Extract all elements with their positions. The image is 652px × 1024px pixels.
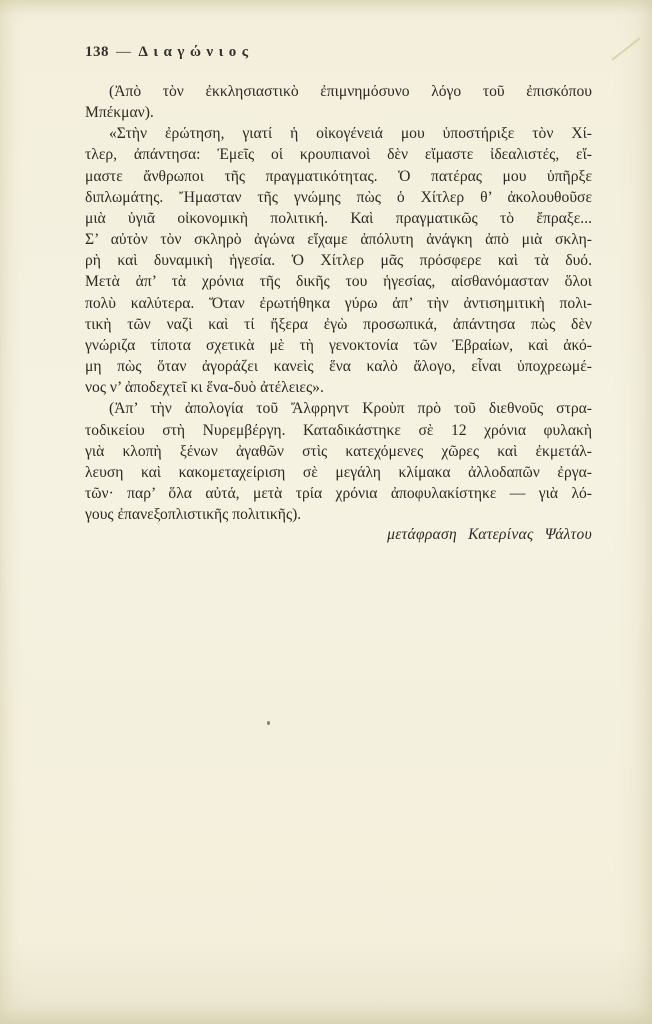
body-text — [85, 81, 592, 525]
page-number: 138 — [85, 44, 109, 60]
text-line: (Ἀπ’ τὴν ἀπολογία τοῦ Ἄλφρηντ Κροὺπ πρὸ τοῦ διεθνοῦς στρα- — [109, 400, 592, 418]
page-header — [85, 44, 254, 61]
print-speck — [267, 721, 270, 725]
text-line: ρὴ καὶ δυναμικὴ ἡγεσία. Ὁ Χίτλερ μᾶς πρόσφερε καὶ τὰ δυό. — [85, 252, 592, 270]
text-line: γνώριζα τίποτα σχετικὰ μὲ τὴ γενοκτονία τῶν Ἑβραίων, καὶ ἀκό- — [85, 336, 592, 354]
text-line: (Ἀπὸ τὸν ἐκκλησιαστικὸ ἐπιμνημόσυνο λόγο τοῦ ἐπισκόπου — [109, 83, 592, 100]
text-line: νος ν’ ἀποδεχτεῖ κι ἕνα-δυὸ ἀτέλειες». — [85, 379, 324, 397]
text-line: μαστε ἄνθρωποι τῆς πραγματικότητας. Ὁ πατέρας μου ὑπῆρξε — [85, 167, 592, 185]
text-line: τοδικείου στὴ Νυρεμβέργη. Καταδικάστηκε σὲ 12 χρόνια φυλακὴ — [85, 421, 592, 439]
header-separator: — — [116, 44, 132, 60]
text-line: τῶν· παρ’ ὅλα αὐτά, μετὰ τρία χρόνια ἀποφυλακίστηκε — γιὰ λό- — [85, 484, 592, 502]
journal-title: Διαγώνιος — [138, 44, 254, 60]
text-line: Μπέκμαν). — [85, 104, 154, 122]
text-line: διπλωμάτης. Ἤμασταν τῆς γνώμης πὼς ὁ Χίτλερ θ’ ἀκολουθοῦσε — [85, 188, 592, 206]
text-line: τικὴ τῶν ναζὶ καὶ τί ἤξερα ἐγὼ προσωπικά, ἀπάντησα πὼς δὲν — [85, 315, 592, 333]
text-line: γους ἐπανεξοπλιστικῆς πολιτικῆς). — [85, 506, 302, 524]
corner-crease-mark — [611, 37, 641, 61]
translator-credit: μετάφραση Κατερίνας Ψάλτου — [387, 526, 592, 543]
text-line: μιὰ ὑγιᾶ οἰκονομικὴ πολιτική. Καὶ πραγματικῶς τὸ ἔπραξε... — [85, 209, 592, 227]
text-line: γιὰ κλοπὴ ξένων ἀγαθῶν στὶς κατεχόμενες χῶρες καὶ ἐκμετάλ- — [85, 442, 592, 460]
text-line: πολὺ καλύτερα. Ὅταν ἐρωτήθηκα γύρω ἀπ’ τὴν ἀντισημιτικὴ πολι- — [85, 294, 592, 312]
text-line: Σ’ αὐτὸν τὸν σκληρὸ ἀγώνα εἴχαμε ἀπόλυτη ἀνάγκη ἀπὸ μιὰ σκλη- — [85, 231, 592, 249]
text-line: «Στὴν ἐρώτηση, γιατί ἡ οἰκογένειά μου ὑποστήριξε τὸν Χί- — [109, 125, 592, 143]
text-line: μη πὼς ὅταν ἀγοράζει κανεὶς ἕνα καλὸ ἄλογο, εἶναι ὑποχρεωμέ- — [85, 358, 592, 376]
text-line: λευση καὶ κακομεταχείριση σὲ μεγάλη κλίμακα ἀλλοδαπῶν ἐργα- — [85, 463, 592, 481]
text-line: Μετὰ ἀπ’ τὰ χρόνια τῆς δικῆς του ἡγεσίας, αἰσθανόμασταν ὅλοι — [85, 273, 592, 291]
text-line: τλερ, ἀπάντησα: Ἐμεῖς οἱ κρουπιανοὶ δὲν εἴμαστε ἰδεαλιστές, εἴ- — [85, 146, 592, 164]
